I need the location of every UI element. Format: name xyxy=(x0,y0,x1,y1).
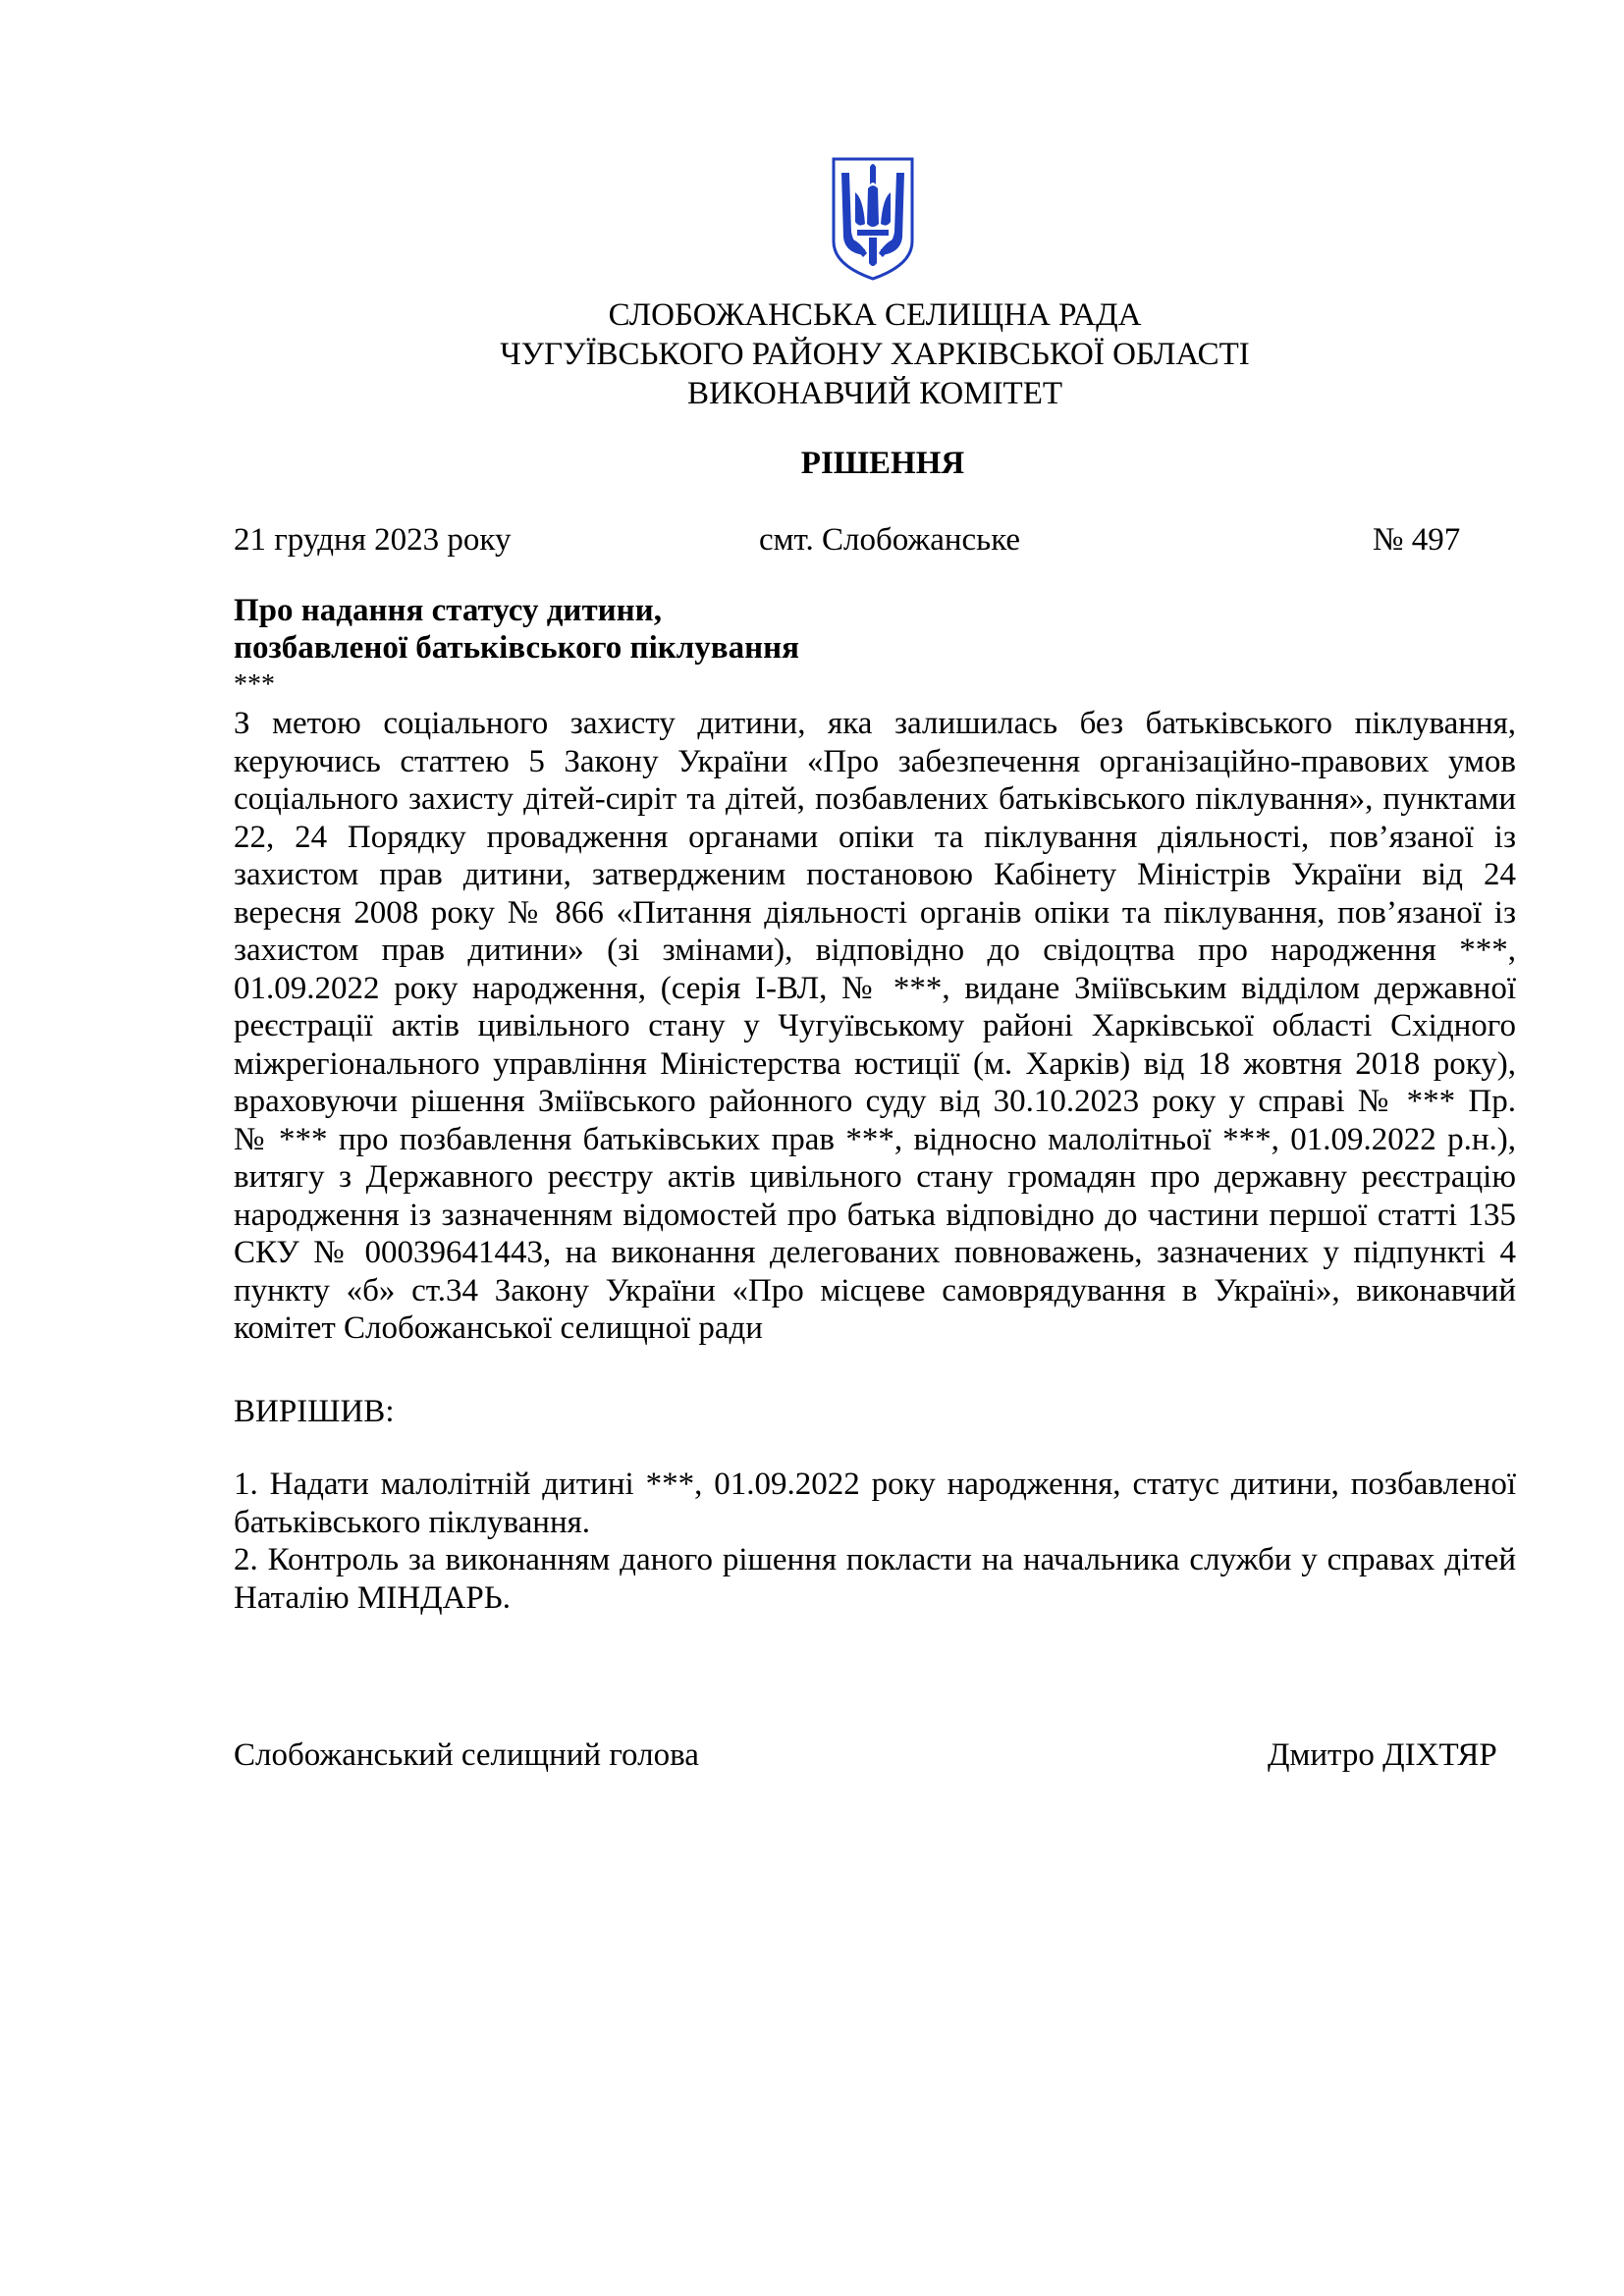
preamble-text xyxy=(234,705,1516,1348)
coat-of-arms-of-ukraine-icon xyxy=(830,155,916,283)
signatory-name: Дмитро ДІХТЯР xyxy=(1268,1737,1497,1773)
preamble-line: № *** про позбавлення батьківських прав ***, відносно малолітньої ***, 01.09.2022 р.н.), xyxy=(234,1121,1516,1157)
preamble-line: СКУ № 00039641443, на виконання делегованих повноважень, зазначених у підпункті 4 xyxy=(234,1235,1516,1270)
document-place: смт. Слобожанське xyxy=(759,522,1021,558)
decision-item-line: батьківського піклування. xyxy=(234,1504,591,1540)
document-subject xyxy=(234,592,799,667)
separator-stars: *** xyxy=(234,669,275,700)
decision-item-line: Наталію МІНДАРЬ. xyxy=(234,1579,511,1616)
preamble-line: вересня 2008 року № 866 «Питання діяльності органів опіки та піклування, пов’язаної із xyxy=(234,894,1516,931)
header-line-council: СЛОБОЖАНСЬКА СЕЛИЩНА РАДА xyxy=(608,297,1142,333)
decision-item-line: 2. Контроль за виконанням даного рішення покласти на начальника служби у справах дітей xyxy=(234,1542,1516,1577)
decision-items xyxy=(234,1466,1516,1617)
preamble-line: захистом прав дитини» (зі змінами), відповідно до свідоцтва про народження ***, xyxy=(234,933,1516,968)
preamble-line: народження із зазначенням відомостей про батька відповідно до частини першої статті 135 xyxy=(234,1197,1516,1233)
subject-line: Про надання статусу дитини, xyxy=(234,593,662,628)
organization-header xyxy=(0,295,1624,413)
preamble-line: 22, 24 Порядку провадження органами опіки та піклування діяльності, пов’язаної із xyxy=(234,819,1516,855)
preamble-line: пункту «б» ст.34 Закону України «Про місцеве самоврядування в Україні», виконавчий xyxy=(234,1272,1516,1308)
preamble-line: 01.09.2022 року народження, (серія І-ВЛ, № ***, видане Зміївським відділом державної xyxy=(234,970,1516,1006)
preamble-line: комітет Слобожанської селищної ради xyxy=(234,1310,763,1346)
decision-item-line: 1. Надати малолітній дитині ***, 01.09.2022 року народження, статус дитини, позбавленої xyxy=(234,1467,1516,1502)
subject-line: позбавленої батьківського піклування xyxy=(234,630,799,666)
preamble-line: захистом прав дитини, затвердженим постановою Кабінету Міністрів України від 24 xyxy=(234,857,1516,892)
header-line-district: ЧУГУЇВСЬКОГО РАЙОНУ ХАРКІВСЬКОЇ ОБЛАСТІ xyxy=(500,337,1250,372)
preamble-line: витягу з Державного реєстру актів цивільного стану громадян про державну реєстрацію xyxy=(234,1159,1516,1195)
header-line-committee: ВИКОНАВЧИЙ КОМІТЕТ xyxy=(686,376,1063,411)
signatory-position: Слобожанський селищний голова xyxy=(234,1737,699,1773)
preamble-line: враховуючи рішення Зміївського районного суду від 30.10.2023 року у справі № *** Пр. xyxy=(234,1084,1516,1119)
document-title: РІШЕННЯ xyxy=(800,446,965,481)
preamble-line: соціального захисту дітей-сиріт та дітей, позбавлених батьківського піклування», пунктами xyxy=(234,781,1516,817)
document-date: 21 грудня 2023 року xyxy=(234,522,512,558)
document-number: № 497 xyxy=(1373,522,1461,558)
preamble-line: З метою соціального захисту дитини, яка залишилась без батьківського піклування, xyxy=(234,706,1516,741)
preamble-line: міжрегіонального управління Міністерства юстиції (м. Харків) від 18 жовтня 2018 року), xyxy=(234,1045,1516,1082)
preamble-line: керуючись статтею 5 Закону України «Про забезпечення організаційно-правових умов xyxy=(234,743,1516,779)
preamble-line: реєстрації актів цивільного стану у Чугуївському районі Харківської області Східного xyxy=(234,1008,1516,1043)
resolve-heading: ВИРІШИВ: xyxy=(234,1394,395,1429)
